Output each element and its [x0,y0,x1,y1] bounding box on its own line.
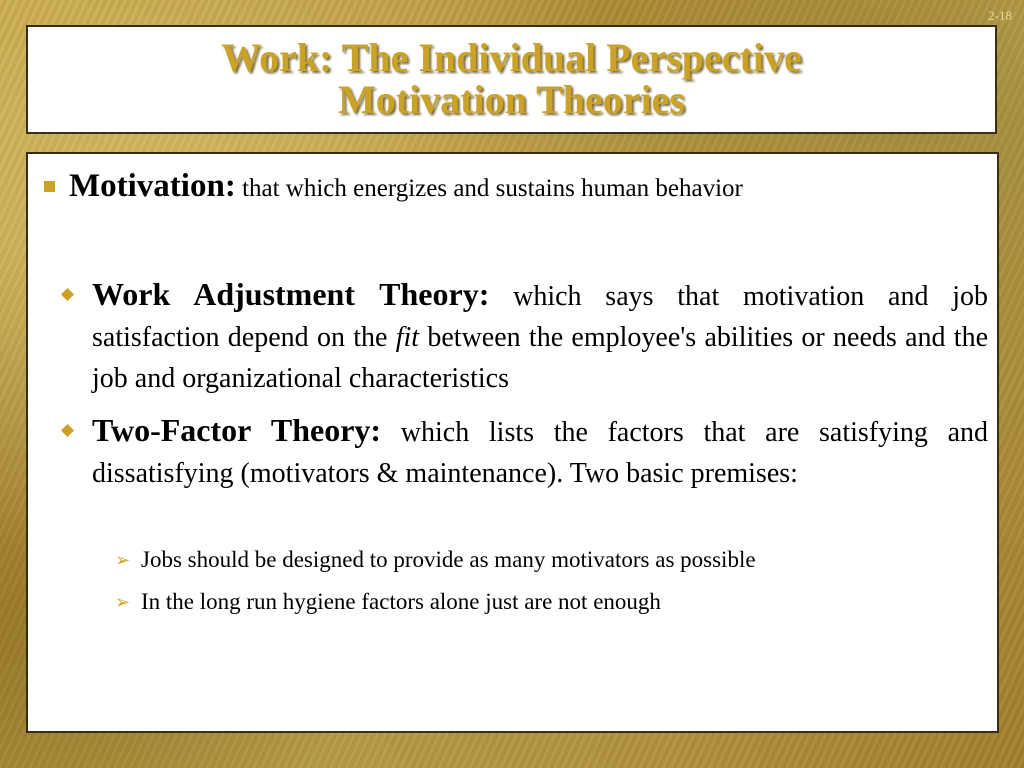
chevron-right-icon: ➢ [115,550,131,570]
premise-item [115,589,981,615]
diamond-bullet-icon [61,424,74,437]
chevron-right-icon: ➢ [115,592,131,612]
bullet-text: between the employee's abilities or needs and the job and organizational characteristics [92,322,988,394]
bullet-term: Work Adjustment Theory: [92,276,490,312]
bullet-term: Motivation: [69,168,236,204]
title-box [26,25,997,134]
bullet-text: that which energizes and sustains human behavior [235,175,743,202]
slide-title: Work: The Individual Perspective [221,35,802,80]
emphasis-text: fit [395,322,420,353]
premise-text: In the long run hygiene factors alone just are not enough [141,589,661,614]
bullet-motivation [44,168,984,205]
bullet-two-factor [92,410,988,494]
content-box [26,152,999,733]
bullet-text: which lists the factors that are satisfying and dissatisfying (motivators & maintenance). Two basic premises: [92,417,988,489]
square-bullet-icon [44,181,55,192]
bullet-text: which says that motivation and job satisfaction depend on the [92,281,989,353]
bullet-term: Two-Factor Theory: [92,412,382,448]
bullet-work-adjustment [92,274,988,399]
premise-text: Jobs should be designed to provide as many motivators as possible [141,547,756,572]
premise-item [115,547,981,573]
slide-number: 2-18 [988,8,1012,23]
slide-subtitle: Motivation Theories [337,77,685,122]
diamond-bullet-icon [61,288,74,301]
